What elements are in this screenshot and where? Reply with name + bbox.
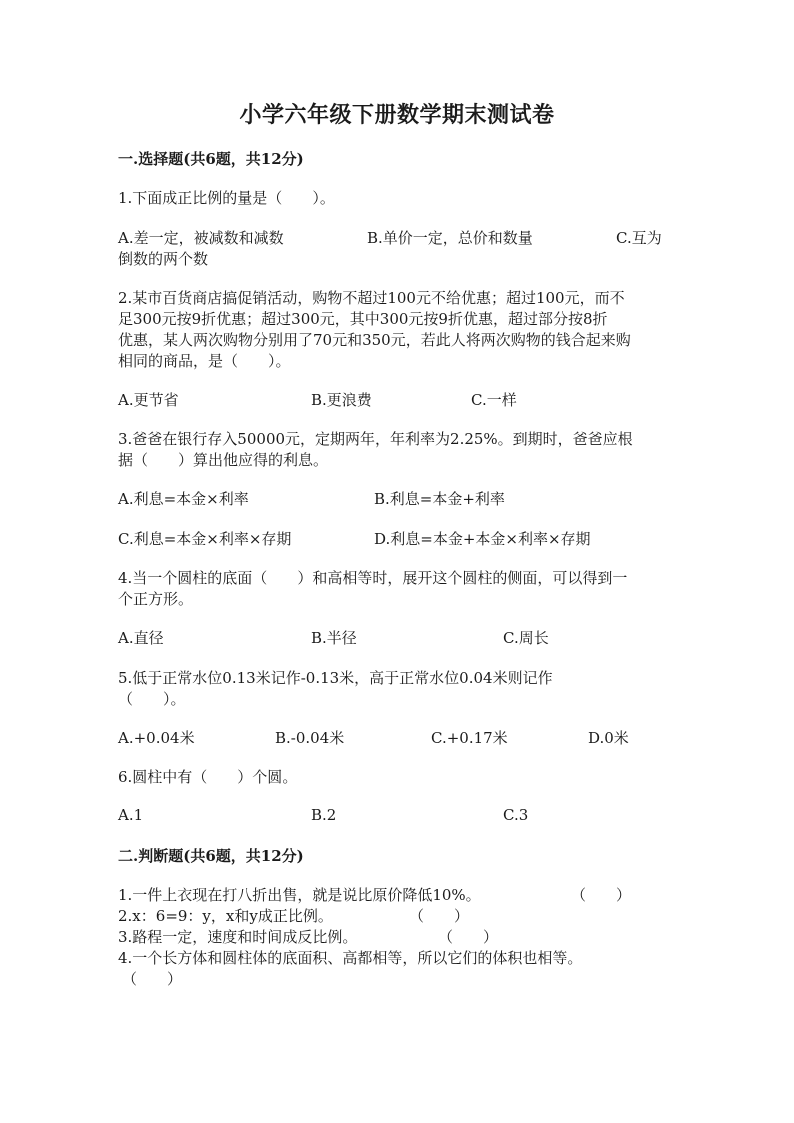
page-title: 小学六年级下册数学期末测试卷: [239, 102, 555, 128]
judge-4-blank: （ ）: [122, 970, 183, 988]
question-4-line-1: 4.当一个圆柱的底面（ ）和高相等时，展开这个圆柱的侧面，可以得到一: [118, 569, 628, 587]
question-2-option-a: A.更节省: [118, 391, 179, 409]
section-heading-judge: 二.判断题(共6题，共12分): [118, 847, 304, 865]
question-3-option-a: A.利息=本金×利率: [118, 490, 249, 508]
judge-4-text: 4.一个长方体和圆柱体的底面积、高都相等，所以它们的体积也相等。: [118, 949, 583, 967]
judge-3-text: 3.路程一定，速度和时间成反比例。: [118, 928, 358, 946]
question-2-line-2: 足300元按9折优惠；超过300元，其中300元按9折优惠，超过部分按8折: [118, 310, 608, 328]
question-1-option-b: B.单价一定，总价和数量: [367, 229, 533, 247]
judge-1-blank: （ ）: [571, 886, 632, 904]
question-5-line-2: （ ）。: [118, 690, 186, 708]
judge-2-text: 2.x：6=9：y，x和y成正比例。: [118, 907, 333, 925]
judge-1-text: 1.一件上衣现在打八折出售，就是说比原价降低10%。: [118, 886, 481, 904]
question-3-line-1: 3.爸爸在银行存入50000元，定期两年，年利率为2.25%。到期时，爸爸应根: [118, 430, 633, 448]
section-heading-choice: 一.选择题(共6题，共12分): [118, 150, 304, 168]
question-3-option-d: D.利息=本金+本金×利率×存期: [374, 530, 591, 548]
question-4-option-a: A.直径: [118, 629, 164, 647]
question-5-line-1: 5.低于正常水位0.13米记作-0.13米，高于正常水位0.04米则记作: [118, 669, 553, 687]
question-4-line-2: 个正方形。: [118, 590, 194, 608]
question-5-option-a: A.+0.04米: [118, 729, 195, 747]
question-1-option-c-cont: 倒数的两个数: [118, 250, 209, 268]
question-6-option-c: C.3: [503, 806, 529, 824]
question-2-line-4: 相同的商品，是（ ）。: [118, 352, 291, 370]
question-6-option-a: A.1: [118, 806, 144, 824]
question-2-line-3: 优惠，某人两次购物分别用了70元和350元，若此人将两次购物的钱合起来购: [118, 331, 631, 349]
judge-3-blank: （ ）: [438, 928, 499, 946]
question-2-option-c: C.一样: [471, 391, 517, 409]
question-3-option-b: B.利息=本金+利率: [374, 490, 505, 508]
question-1-stem: 1.下面成正比例的量是（ ）。: [118, 189, 335, 207]
question-2-line-1: 2.某市百货商店搞促销活动，购物不超过100元不给优惠；超过100元，而不: [118, 289, 625, 307]
question-4-option-b: B.半径: [311, 629, 357, 647]
question-1-option-c: C.互为: [616, 229, 662, 247]
question-5-option-b: B.-0.04米: [275, 729, 345, 747]
question-3-line-2: 据（ ）算出他应得的利息。: [118, 451, 329, 469]
question-6-option-b: B.2: [311, 806, 337, 824]
question-1-option-a: A.差一定，被减数和减数: [118, 229, 284, 247]
question-5-option-c: C.+0.17米: [431, 729, 508, 747]
question-6-stem: 6.圆柱中有（ ）个圆。: [118, 768, 298, 786]
question-2-option-b: B.更浪费: [311, 391, 372, 409]
judge-2-blank: （ ）: [409, 907, 470, 925]
question-4-option-c: C.周长: [503, 629, 549, 647]
question-5-option-d: D.0米: [588, 729, 629, 747]
question-3-option-c: C.利息=本金×利率×存期: [118, 530, 292, 548]
